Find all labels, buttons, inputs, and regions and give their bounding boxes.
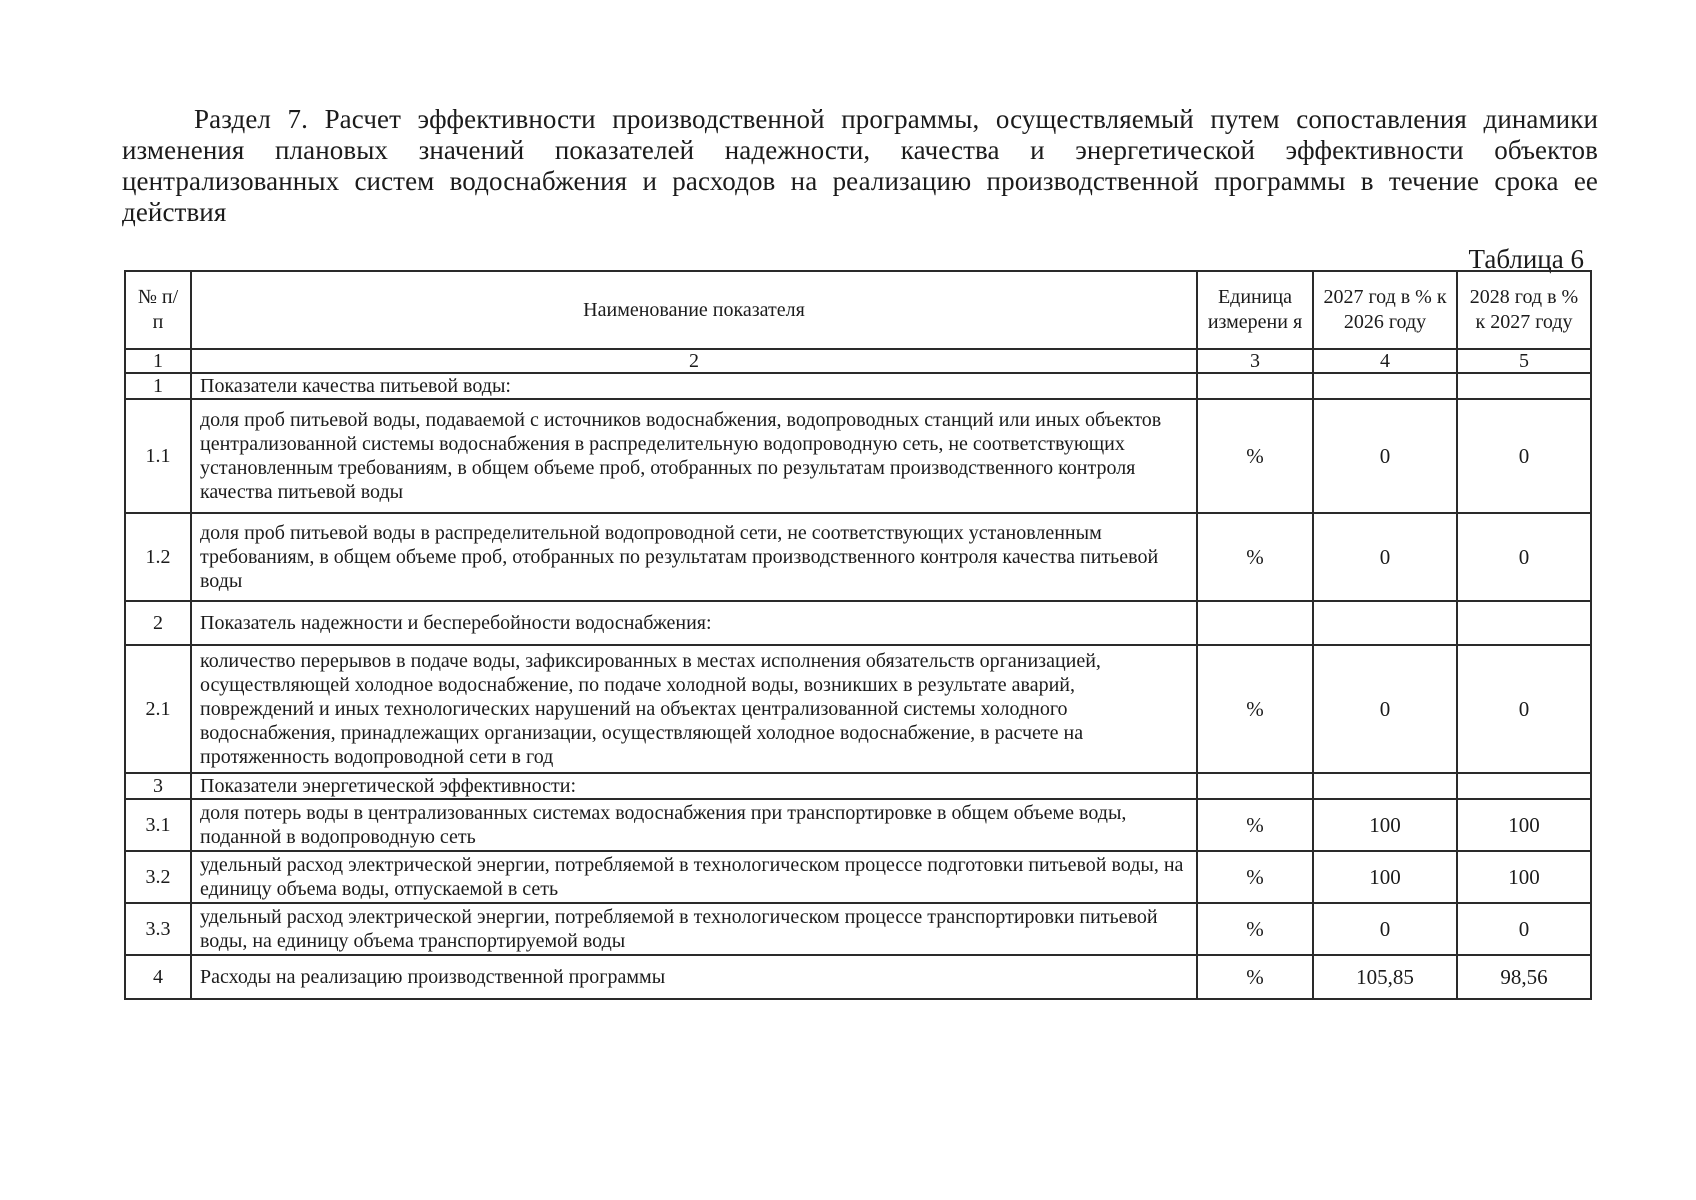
table-caption: Таблица 6 bbox=[1468, 244, 1584, 274]
table-row bbox=[125, 851, 1591, 903]
row-name: доля проб питьевой воды, подаваемой с источников водоснабжения, водопроводных станций или иных объектов централизованной системы водоснабжения в распределительную водопроводную сеть, не соответствующих установленным требованиям, в общем объеме проб, отобранных по результатам производственного контроля качества питьевой воды bbox=[191, 399, 1197, 513]
row-value-2027: 100 bbox=[1313, 851, 1457, 903]
row-unit: % bbox=[1197, 799, 1313, 851]
row-num: 3.1 bbox=[125, 799, 191, 851]
row-unit: % bbox=[1197, 513, 1313, 601]
row-value-2027 bbox=[1313, 773, 1457, 799]
table-row bbox=[125, 903, 1591, 955]
table-row bbox=[125, 799, 1591, 851]
row-value-2027: 105,85 bbox=[1313, 955, 1457, 999]
row-value-2028: 0 bbox=[1457, 399, 1591, 513]
table-row-section-3 bbox=[125, 773, 1591, 799]
column-number: 3 bbox=[1197, 349, 1313, 373]
row-value-2028: 0 bbox=[1457, 903, 1591, 955]
row-value-2028: 100 bbox=[1457, 851, 1591, 903]
row-num: 1.2 bbox=[125, 513, 191, 601]
header-2028: 2028 год в % к 2027 году bbox=[1457, 271, 1591, 349]
header-unit: Единица измерени я bbox=[1197, 271, 1313, 349]
column-number: 1 bbox=[125, 349, 191, 373]
row-name: доля проб питьевой воды в распределительной водопроводной сети, не соответствующих установленным требованиям, в общем объеме проб, отобранных по результатам производственного контроля качества питьевой воды bbox=[191, 513, 1197, 601]
row-unit: % bbox=[1197, 399, 1313, 513]
row-value-2028: 100 bbox=[1457, 799, 1591, 851]
header-num: № п/п bbox=[125, 271, 191, 349]
row-value-2027 bbox=[1313, 601, 1457, 645]
row-num: 3.2 bbox=[125, 851, 191, 903]
row-name: Показатели качества питьевой воды: bbox=[191, 373, 1197, 399]
table-row bbox=[125, 399, 1591, 513]
row-num: 3 bbox=[125, 773, 191, 799]
table-header-row bbox=[125, 271, 1591, 349]
row-unit bbox=[1197, 601, 1313, 645]
row-value-2028: 0 bbox=[1457, 513, 1591, 601]
row-value-2027: 0 bbox=[1313, 903, 1457, 955]
row-value-2027: 0 bbox=[1313, 399, 1457, 513]
row-value-2027 bbox=[1313, 373, 1457, 399]
row-num: 2.1 bbox=[125, 645, 191, 773]
row-value-2027: 100 bbox=[1313, 799, 1457, 851]
column-number-row bbox=[125, 349, 1591, 373]
table-row bbox=[125, 645, 1591, 773]
table-row bbox=[125, 513, 1591, 601]
row-value-2027: 0 bbox=[1313, 513, 1457, 601]
row-value-2028 bbox=[1457, 373, 1591, 399]
row-value-2028: 0 bbox=[1457, 645, 1591, 773]
row-name: Показатель надежности и бесперебойности водоснабжения: bbox=[191, 601, 1197, 645]
row-unit bbox=[1197, 773, 1313, 799]
column-number: 2 bbox=[191, 349, 1197, 373]
row-num: 1 bbox=[125, 373, 191, 399]
row-value-2028: 98,56 bbox=[1457, 955, 1591, 999]
row-value-2028 bbox=[1457, 773, 1591, 799]
row-unit: % bbox=[1197, 851, 1313, 903]
row-name: удельный расход электрической энергии, потребляемой в технологическом процессе подготовки питьевой воды, на единицу объема воды, отпускаемой в сеть bbox=[191, 851, 1197, 903]
header-name: Наименование показателя bbox=[191, 271, 1197, 349]
row-unit: % bbox=[1197, 903, 1313, 955]
row-unit bbox=[1197, 373, 1313, 399]
row-value-2028 bbox=[1457, 601, 1591, 645]
row-value-2027: 0 bbox=[1313, 645, 1457, 773]
row-unit: % bbox=[1197, 645, 1313, 773]
row-name: Расходы на реализацию производственной программы bbox=[191, 955, 1197, 999]
column-number: 4 bbox=[1313, 349, 1457, 373]
header-2027: 2027 год в % к 2026 году bbox=[1313, 271, 1457, 349]
row-name: Показатели энергетической эффективности: bbox=[191, 773, 1197, 799]
table-row-section-4 bbox=[125, 955, 1591, 999]
row-name: удельный расход электрической энергии, потребляемой в технологическом процессе транспортировки питьевой воды, на единицу объема транспортируемой воды bbox=[191, 903, 1197, 955]
row-num: 2 bbox=[125, 601, 191, 645]
section-heading: Раздел 7. Расчет эффективности производственной программы, осуществляемый путем сопоставления динамики изменения плановых значений показателей надежности, качества и энергетической эффективности объектов централизованных систем водоснабжения и расходов на реализацию производственной программы в течение срока ее действия bbox=[122, 104, 1598, 227]
row-unit: % bbox=[1197, 955, 1313, 999]
column-number: 5 bbox=[1457, 349, 1591, 373]
row-num: 1.1 bbox=[125, 399, 191, 513]
row-name: доля потерь воды в централизованных системах водоснабжения при транспортировке в общем объеме воды, поданной в водопроводную сеть bbox=[191, 799, 1197, 851]
indicators-table bbox=[124, 270, 1592, 1000]
row-name: количество перерывов в подаче воды, зафиксированных в местах исполнения обязательств организацией, осуществляющей холодное водоснабжение, по подаче холодной воды, возникших в результате аварий, повреждений и иных технологических нарушений на объектах централизованной системы холодного водоснабжения, принадлежащих организации, осуществляющей холодное водоснабжение, в расчете на протяженность водопроводной сети в год bbox=[191, 645, 1197, 773]
row-num: 4 bbox=[125, 955, 191, 999]
table-row-section-2 bbox=[125, 601, 1591, 645]
row-num: 3.3 bbox=[125, 903, 191, 955]
table-row-section-1 bbox=[125, 373, 1591, 399]
